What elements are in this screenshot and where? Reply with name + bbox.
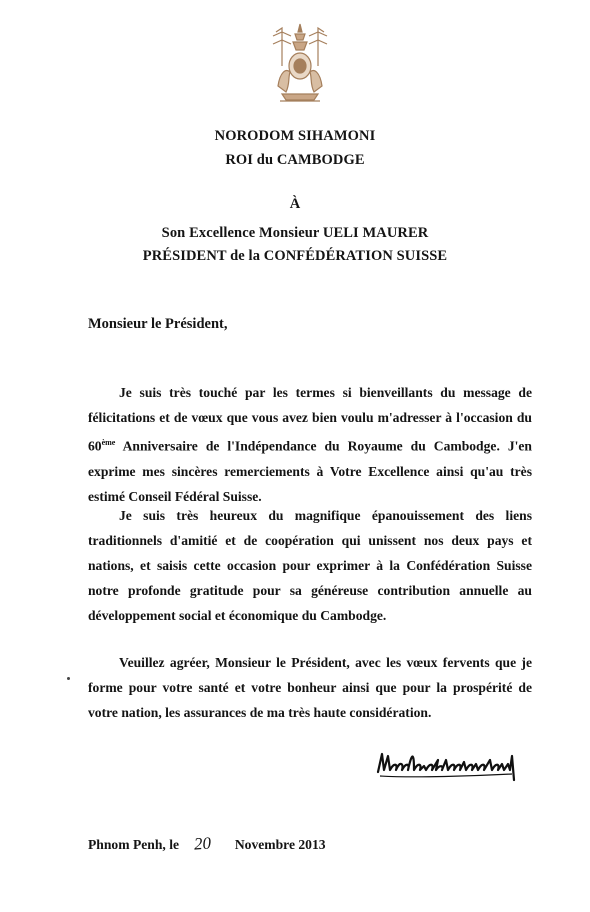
date-place: Phnom Penh, le (88, 837, 180, 852)
paragraph-thanks (88, 380, 532, 509)
ordinal-superscript: ème (101, 438, 116, 447)
addressed-to-marker: À (289, 196, 301, 212)
sender-name: NORODOM SIHAMONI (214, 128, 376, 144)
date-month-year: Novembre 2013 (234, 837, 326, 852)
recipient-name: Son Excellence Monsieur UELI MAURER (161, 225, 429, 241)
margin-dot (67, 677, 70, 680)
handwritten-signature-icon (374, 742, 524, 794)
date-day-handwritten: 20 (193, 833, 213, 854)
paragraph-thanks-part1: Je suis très touché par les termes si bienveillants du message de félicitations et de vœux que vous avez bien voulu m'adresser à l'occasion du 60 (88, 385, 532, 454)
royal-arms-emblem-icon (268, 22, 332, 104)
paragraph-thanks-part2: Anniversaire de l'Indépendance du Royaume du Cambodge. J'en exprime mes sincères remerciements à Votre Excellence ainsi qu'au très estimé Conseil Fédéral Suisse. (88, 438, 532, 504)
recipient-title: PRÉSIDENT de la CONFÉDÉRATION SUISSE (142, 248, 448, 264)
paragraph-cooperation: Je suis très heureux du magnifique épanouissement des liens traditionnels d'amitié et de coopération qui unissent nos deux pays et nations, et saisis cette occasion pour exprimer à la Confédération Suisse notre profonde gratitude pour sa généreuse contribution annuelle au développement social et économique du Cambodge. (88, 508, 532, 623)
sender-title: ROI du CAMBODGE (225, 152, 365, 168)
salutation: Monsieur le Président, (88, 316, 228, 332)
date-line (88, 834, 326, 854)
paragraph-closing: Veuillez agréer, Monsieur le Président, avec les vœux fervents que je forme pour votre santé et votre bonheur ainsi que pour la prospérité de votre nation, les assurances de ma très haute considération. (88, 655, 532, 720)
